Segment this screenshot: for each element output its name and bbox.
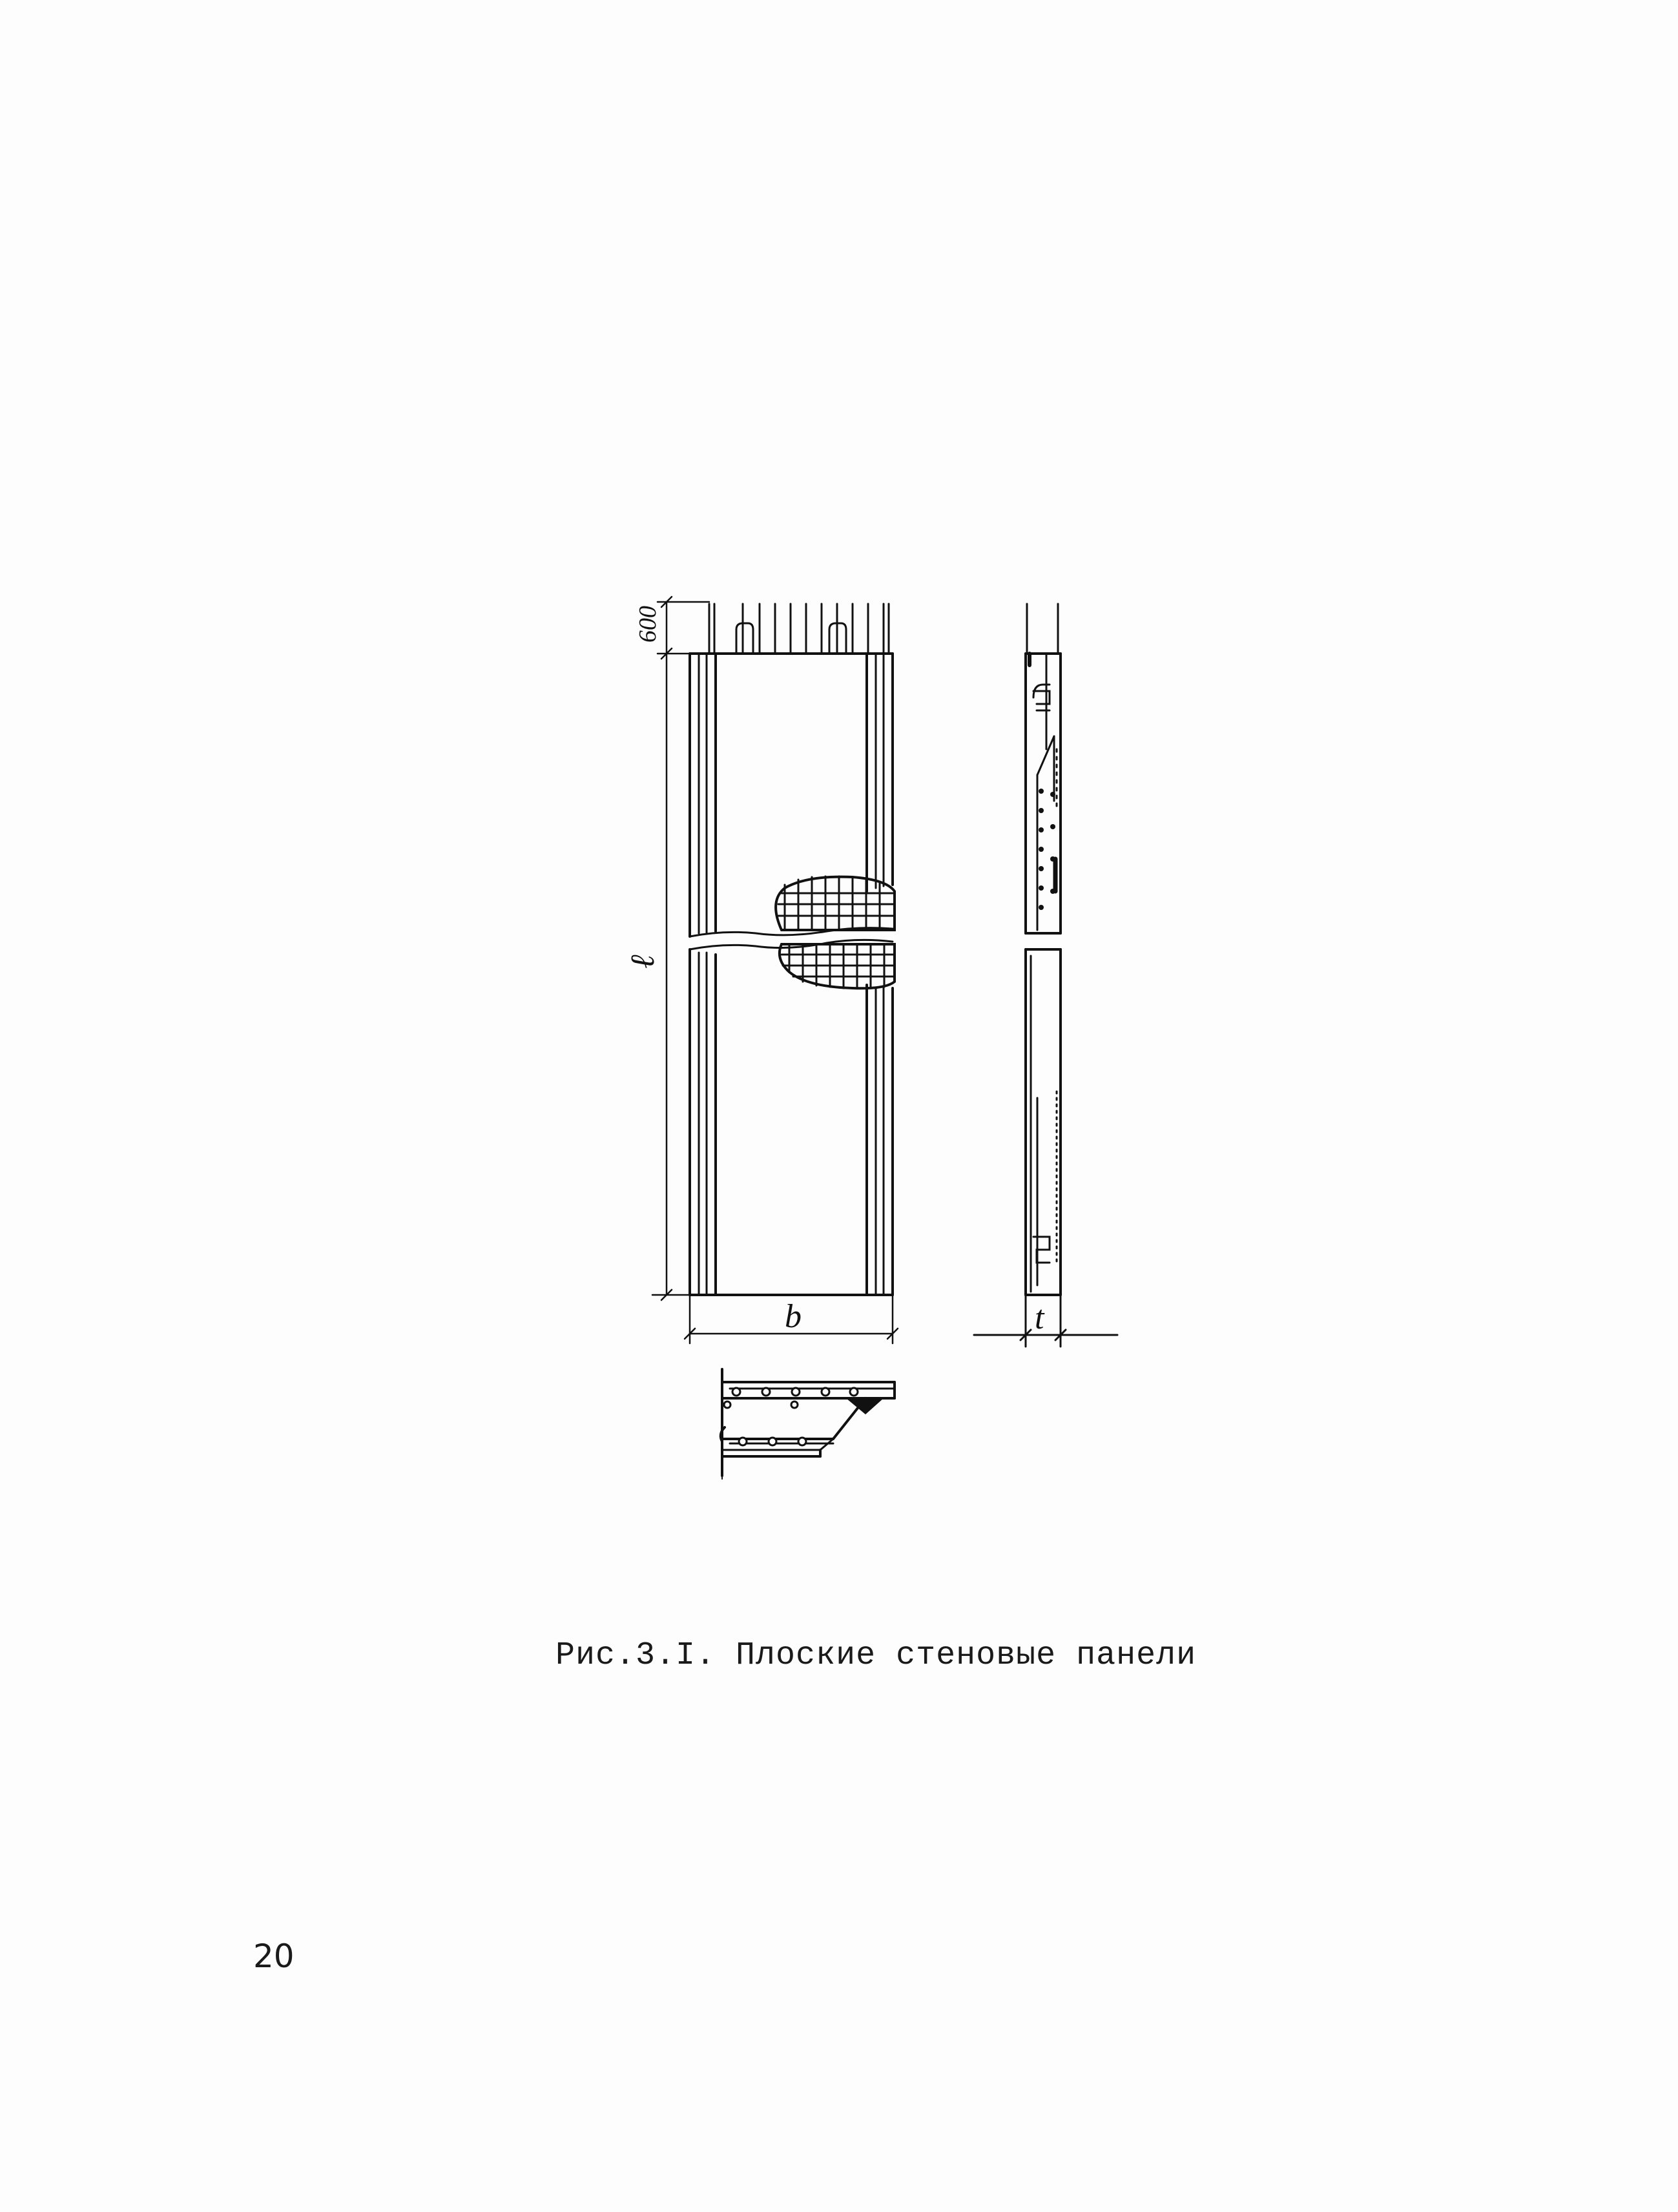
panel-front-view (690, 604, 895, 1295)
page-number: 20 (253, 1938, 295, 1975)
dimension-width-label: b (785, 1298, 802, 1335)
figure-caption: Рис.3.I. Плоские стеновые панели (555, 1637, 1197, 1674)
section-detail (721, 1369, 895, 1479)
mesh-cutout-lower (780, 944, 895, 988)
rebar-dots-upper (1039, 789, 1055, 910)
dimension-length-label: ℓ (625, 955, 661, 969)
lifting-loop-left (736, 623, 753, 654)
section-rebar-dots (724, 1388, 858, 1445)
dimension-600-label: 600 (634, 606, 661, 643)
panel-side-view (974, 604, 1117, 1347)
dimension-thickness-label: t (1035, 1299, 1044, 1336)
